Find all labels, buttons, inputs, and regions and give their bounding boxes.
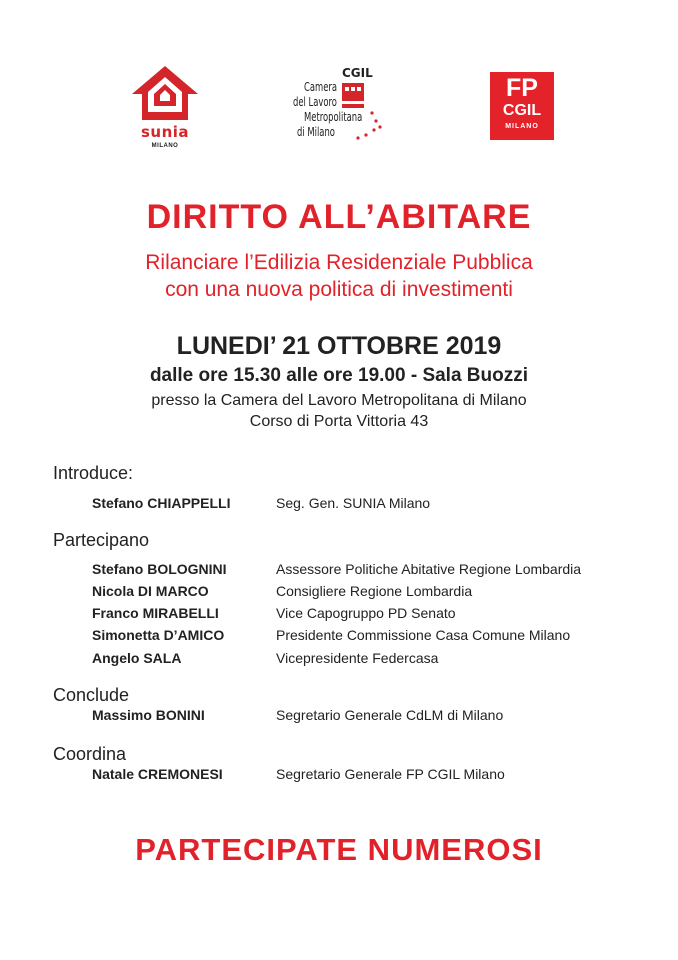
section-introduce: Introduce: — [53, 463, 134, 483]
call-to-action: PARTECIPATE NUMEROSI — [135, 832, 543, 867]
speaker-name: Franco MIRABELLI — [92, 605, 219, 621]
fp-logo-line-1: FP — [506, 74, 538, 102]
flag-icon — [342, 83, 384, 143]
speaker-role: Segretario Generale FP CGIL Milano — [276, 766, 505, 782]
speaker-role: Vice Capogruppo PD Senato — [276, 605, 456, 621]
speaker-row — [92, 650, 652, 670]
cgil-acronym: CGIL — [342, 66, 373, 80]
speaker-name: Angelo SALA — [92, 650, 182, 666]
speaker-name: Nicola DI MARCO — [92, 583, 209, 599]
sunia-logo-name: sunia — [140, 123, 190, 141]
speaker-role: Segretario Generale CdLM di Milano — [276, 707, 504, 723]
speaker-name: Massimo BONINI — [92, 707, 205, 723]
event-date: LUNEDI’ 21 OTTOBRE 2019 — [176, 332, 502, 360]
section-partecipano: Partecipano — [53, 530, 150, 550]
speaker-row — [92, 627, 652, 647]
subtitle-line-2: con una nuova politica di investimenti — [165, 278, 513, 301]
cgil-camera-lavoro-logo — [285, 66, 385, 148]
speaker-name: Natale CREMONESI — [92, 766, 223, 782]
speaker-row — [92, 707, 652, 727]
speaker-row — [92, 583, 652, 603]
sunia-logo — [130, 64, 200, 156]
event-venue-line-1: presso la Camera del Lavoro Metropolitana di Milano — [151, 392, 527, 409]
page-title: DIRITTO ALL’ABITARE — [146, 198, 532, 236]
speaker-role: Seg. Gen. SUNIA Milano — [276, 495, 431, 511]
speaker-row — [92, 605, 652, 625]
speaker-row — [92, 766, 652, 786]
section-coordina: Coordina — [53, 744, 127, 764]
section-conclude: Conclude — [53, 685, 130, 705]
fp-logo-line-3: MILANO — [505, 123, 539, 130]
speaker-row — [92, 495, 652, 515]
cgil-line-3: Metropolitana — [304, 110, 363, 124]
fp-cgil-logo — [490, 72, 554, 140]
subtitle-line-1: Rilanciare l’Edilizia Residenziale Pubblica — [145, 251, 533, 274]
cgil-line-1: Camera — [304, 80, 338, 94]
speaker-row — [92, 561, 652, 581]
speaker-role: Vicepresidente Federcasa — [276, 650, 439, 666]
fp-logo-line-2: CGIL — [502, 102, 542, 119]
speaker-role: Presidente Commissione Casa Comune Milano — [276, 627, 571, 643]
sunia-logo-city: MILANO — [151, 143, 179, 149]
speaker-name: Stefano BOLOGNINI — [92, 561, 227, 577]
cgil-line-4: di Milano — [297, 125, 335, 139]
cgil-line-2: del Lavoro — [293, 95, 337, 109]
event-venue-line-2: Corso di Porta Vittoria 43 — [249, 413, 429, 430]
house-icon — [130, 64, 200, 122]
speaker-role: Consigliere Regione Lombardia — [276, 583, 473, 599]
event-time: dalle ore 15.30 alle ore 19.00 - Sala Buozzi — [149, 365, 529, 386]
speaker-role: Assessore Politiche Abitative Regione Lombardia — [276, 561, 582, 577]
speaker-name: Simonetta D’AMICO — [92, 627, 225, 643]
speaker-name: Stefano CHIAPPELLI — [92, 495, 231, 511]
